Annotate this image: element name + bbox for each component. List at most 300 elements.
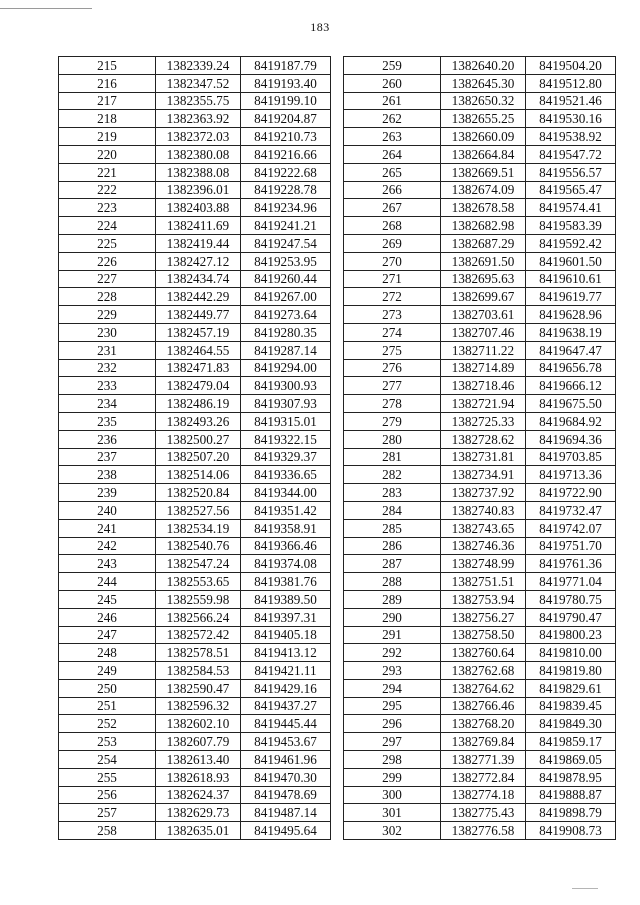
point-number-cell: 255 (59, 768, 156, 786)
x-coordinate-cell: 1382396.01 (156, 181, 241, 199)
point-number-cell: 228 (59, 288, 156, 306)
point-number-cell: 292 (344, 644, 441, 662)
x-coordinate-cell: 1382339.24 (156, 57, 241, 75)
point-number-cell: 244 (59, 573, 156, 591)
y-coordinate-cell: 8419307.93 (241, 395, 331, 413)
table-row (59, 323, 331, 341)
table-row (59, 466, 331, 484)
y-coordinate-cell: 8419790.47 (526, 608, 616, 626)
x-coordinate-cell: 1382419.44 (156, 234, 241, 252)
y-coordinate-cell: 8419247.54 (241, 234, 331, 252)
y-coordinate-cell: 8419216.66 (241, 145, 331, 163)
coordinate-table-left-body (59, 57, 331, 840)
table-row (344, 768, 616, 786)
table-row (344, 163, 616, 181)
x-coordinate-cell: 1382442.29 (156, 288, 241, 306)
table-row (344, 804, 616, 822)
y-coordinate-cell: 8419267.00 (241, 288, 331, 306)
x-coordinate-cell: 1382699.67 (441, 288, 526, 306)
table-row (344, 786, 616, 804)
x-coordinate-cell: 1382457.19 (156, 323, 241, 341)
y-coordinate-cell: 8419504.20 (526, 57, 616, 75)
x-coordinate-cell: 1382687.29 (441, 234, 526, 252)
table-row (344, 128, 616, 146)
point-number-cell: 243 (59, 555, 156, 573)
x-coordinate-cell: 1382471.83 (156, 359, 241, 377)
point-number-cell: 263 (344, 128, 441, 146)
table-row (344, 234, 616, 252)
y-coordinate-cell: 8419761.36 (526, 555, 616, 573)
y-coordinate-cell: 8419878.95 (526, 768, 616, 786)
y-coordinate-cell: 8419675.50 (526, 395, 616, 413)
table-row (344, 217, 616, 235)
table-row (59, 181, 331, 199)
table-row (344, 110, 616, 128)
x-coordinate-cell: 1382493.26 (156, 412, 241, 430)
point-number-cell: 242 (59, 537, 156, 555)
table-row (59, 57, 331, 75)
point-number-cell: 277 (344, 377, 441, 395)
y-coordinate-cell: 8419810.00 (526, 644, 616, 662)
table-row (59, 430, 331, 448)
table-row (344, 715, 616, 733)
point-number-cell: 286 (344, 537, 441, 555)
y-coordinate-cell: 8419329.37 (241, 448, 331, 466)
scan-edge-line (0, 8, 92, 9)
point-number-cell: 233 (59, 377, 156, 395)
point-number-cell: 220 (59, 145, 156, 163)
x-coordinate-cell: 1382737.92 (441, 484, 526, 502)
y-coordinate-cell: 8419437.27 (241, 697, 331, 715)
table-row (344, 448, 616, 466)
x-coordinate-cell: 1382764.62 (441, 679, 526, 697)
x-coordinate-cell: 1382714.89 (441, 359, 526, 377)
table-row (59, 662, 331, 680)
point-number-cell: 259 (344, 57, 441, 75)
y-coordinate-cell: 8419521.46 (526, 92, 616, 110)
point-number-cell: 291 (344, 626, 441, 644)
x-coordinate-cell: 1382774.18 (441, 786, 526, 804)
x-coordinate-cell: 1382682.98 (441, 217, 526, 235)
y-coordinate-cell: 8419800.23 (526, 626, 616, 644)
point-number-cell: 294 (344, 679, 441, 697)
x-coordinate-cell: 1382607.79 (156, 733, 241, 751)
x-coordinate-cell: 1382740.83 (441, 501, 526, 519)
point-number-cell: 221 (59, 163, 156, 181)
x-coordinate-cell: 1382751.51 (441, 573, 526, 591)
x-coordinate-cell: 1382566.24 (156, 608, 241, 626)
x-coordinate-cell: 1382695.63 (441, 270, 526, 288)
point-number-cell: 266 (344, 181, 441, 199)
y-coordinate-cell: 8419619.77 (526, 288, 616, 306)
point-number-cell: 267 (344, 199, 441, 217)
x-coordinate-cell: 1382479.04 (156, 377, 241, 395)
y-coordinate-cell: 8419210.73 (241, 128, 331, 146)
point-number-cell: 281 (344, 448, 441, 466)
x-coordinate-cell: 1382547.24 (156, 555, 241, 573)
y-coordinate-cell: 8419366.46 (241, 537, 331, 555)
point-number-cell: 284 (344, 501, 441, 519)
table-row (59, 501, 331, 519)
x-coordinate-cell: 1382734.91 (441, 466, 526, 484)
y-coordinate-cell: 8419461.96 (241, 751, 331, 769)
y-coordinate-cell: 8419421.11 (241, 662, 331, 680)
point-number-cell: 225 (59, 234, 156, 252)
point-number-cell: 224 (59, 217, 156, 235)
point-number-cell: 219 (59, 128, 156, 146)
table-row (344, 412, 616, 430)
table-row (344, 57, 616, 75)
table-row (59, 590, 331, 608)
x-coordinate-cell: 1382553.65 (156, 573, 241, 591)
y-coordinate-cell: 8419638.19 (526, 323, 616, 341)
table-row (344, 679, 616, 697)
table-row (59, 786, 331, 804)
table-row (59, 644, 331, 662)
table-row (59, 199, 331, 217)
table-row (59, 145, 331, 163)
point-number-cell: 280 (344, 430, 441, 448)
coordinate-table-left (58, 56, 331, 840)
table-row (59, 306, 331, 324)
table-row (344, 573, 616, 591)
x-coordinate-cell: 1382731.81 (441, 448, 526, 466)
x-coordinate-cell: 1382590.47 (156, 679, 241, 697)
table-row (344, 697, 616, 715)
y-coordinate-cell: 8419530.16 (526, 110, 616, 128)
point-number-cell: 258 (59, 822, 156, 840)
y-coordinate-cell: 8419610.61 (526, 270, 616, 288)
x-coordinate-cell: 1382534.19 (156, 519, 241, 537)
x-coordinate-cell: 1382618.93 (156, 768, 241, 786)
point-number-cell: 272 (344, 288, 441, 306)
x-coordinate-cell: 1382388.08 (156, 163, 241, 181)
table-row (344, 484, 616, 502)
table-row (344, 74, 616, 92)
x-coordinate-cell: 1382624.37 (156, 786, 241, 804)
point-number-cell: 295 (344, 697, 441, 715)
point-number-cell: 293 (344, 662, 441, 680)
x-coordinate-cell: 1382760.64 (441, 644, 526, 662)
table-row (59, 128, 331, 146)
point-number-cell: 288 (344, 573, 441, 591)
x-coordinate-cell: 1382559.98 (156, 590, 241, 608)
y-coordinate-cell: 8419859.17 (526, 733, 616, 751)
point-number-cell: 238 (59, 466, 156, 484)
table-row (344, 626, 616, 644)
point-number-cell: 264 (344, 145, 441, 163)
x-coordinate-cell: 1382707.46 (441, 323, 526, 341)
table-row (344, 590, 616, 608)
x-coordinate-cell: 1382578.51 (156, 644, 241, 662)
table-row (59, 608, 331, 626)
point-number-cell: 257 (59, 804, 156, 822)
table-row (59, 733, 331, 751)
y-coordinate-cell: 8419713.36 (526, 466, 616, 484)
y-coordinate-cell: 8419187.79 (241, 57, 331, 75)
y-coordinate-cell: 8419732.47 (526, 501, 616, 519)
table-row (344, 430, 616, 448)
y-coordinate-cell: 8419397.31 (241, 608, 331, 626)
y-coordinate-cell: 8419751.70 (526, 537, 616, 555)
table-row (59, 395, 331, 413)
y-coordinate-cell: 8419684.92 (526, 412, 616, 430)
point-number-cell: 234 (59, 395, 156, 413)
y-coordinate-cell: 8419780.75 (526, 590, 616, 608)
y-coordinate-cell: 8419819.80 (526, 662, 616, 680)
point-number-cell: 250 (59, 679, 156, 697)
table-row (344, 501, 616, 519)
y-coordinate-cell: 8419829.61 (526, 679, 616, 697)
point-number-cell: 252 (59, 715, 156, 733)
y-coordinate-cell: 8419628.96 (526, 306, 616, 324)
table-row (344, 662, 616, 680)
point-number-cell: 239 (59, 484, 156, 502)
point-number-cell: 241 (59, 519, 156, 537)
point-number-cell: 223 (59, 199, 156, 217)
table-row (344, 377, 616, 395)
x-coordinate-cell: 1382347.52 (156, 74, 241, 92)
table-row (344, 270, 616, 288)
table-row (344, 733, 616, 751)
x-coordinate-cell: 1382769.84 (441, 733, 526, 751)
y-coordinate-cell: 8419839.45 (526, 697, 616, 715)
table-row (59, 448, 331, 466)
x-coordinate-cell: 1382743.65 (441, 519, 526, 537)
point-number-cell: 256 (59, 786, 156, 804)
point-number-cell: 229 (59, 306, 156, 324)
point-number-cell: 261 (344, 92, 441, 110)
y-coordinate-cell: 8419199.10 (241, 92, 331, 110)
x-coordinate-cell: 1382655.25 (441, 110, 526, 128)
x-coordinate-cell: 1382766.46 (441, 697, 526, 715)
table-row (59, 484, 331, 502)
y-coordinate-cell: 8419241.21 (241, 217, 331, 235)
table-row (59, 288, 331, 306)
y-coordinate-cell: 8419358.91 (241, 519, 331, 537)
y-coordinate-cell: 8419374.08 (241, 555, 331, 573)
y-coordinate-cell: 8419869.05 (526, 751, 616, 769)
point-number-cell: 279 (344, 412, 441, 430)
x-coordinate-cell: 1382572.42 (156, 626, 241, 644)
point-number-cell: 274 (344, 323, 441, 341)
coordinate-table-right (343, 56, 616, 840)
x-coordinate-cell: 1382629.73 (156, 804, 241, 822)
x-coordinate-cell: 1382650.32 (441, 92, 526, 110)
x-coordinate-cell: 1382464.55 (156, 341, 241, 359)
point-number-cell: 235 (59, 412, 156, 430)
x-coordinate-cell: 1382758.50 (441, 626, 526, 644)
point-number-cell: 254 (59, 751, 156, 769)
table-row (59, 555, 331, 573)
x-coordinate-cell: 1382355.75 (156, 92, 241, 110)
x-coordinate-cell: 1382602.10 (156, 715, 241, 733)
y-coordinate-cell: 8419538.92 (526, 128, 616, 146)
point-number-cell: 232 (59, 359, 156, 377)
point-number-cell: 251 (59, 697, 156, 715)
x-coordinate-cell: 1382678.58 (441, 199, 526, 217)
point-number-cell: 268 (344, 217, 441, 235)
point-number-cell: 265 (344, 163, 441, 181)
y-coordinate-cell: 8419204.87 (241, 110, 331, 128)
y-coordinate-cell: 8419703.85 (526, 448, 616, 466)
y-coordinate-cell: 8419742.07 (526, 519, 616, 537)
x-coordinate-cell: 1382753.94 (441, 590, 526, 608)
table-row (59, 377, 331, 395)
y-coordinate-cell: 8419351.42 (241, 501, 331, 519)
y-coordinate-cell: 8419413.12 (241, 644, 331, 662)
point-number-cell: 290 (344, 608, 441, 626)
table-row (59, 252, 331, 270)
point-number-cell: 260 (344, 74, 441, 92)
x-coordinate-cell: 1382427.12 (156, 252, 241, 270)
point-number-cell: 247 (59, 626, 156, 644)
x-coordinate-cell: 1382520.84 (156, 484, 241, 502)
table-row (344, 466, 616, 484)
point-number-cell: 282 (344, 466, 441, 484)
point-number-cell: 262 (344, 110, 441, 128)
x-coordinate-cell: 1382403.88 (156, 199, 241, 217)
x-coordinate-cell: 1382500.27 (156, 430, 241, 448)
point-number-cell: 300 (344, 786, 441, 804)
y-coordinate-cell: 8419898.79 (526, 804, 616, 822)
x-coordinate-cell: 1382762.68 (441, 662, 526, 680)
x-coordinate-cell: 1382613.40 (156, 751, 241, 769)
table-row (59, 92, 331, 110)
y-coordinate-cell: 8419260.44 (241, 270, 331, 288)
table-row (59, 804, 331, 822)
table-row (344, 644, 616, 662)
y-coordinate-cell: 8419273.64 (241, 306, 331, 324)
point-number-cell: 302 (344, 822, 441, 840)
table-row (59, 822, 331, 840)
y-coordinate-cell: 8419849.30 (526, 715, 616, 733)
y-coordinate-cell: 8419336.65 (241, 466, 331, 484)
x-coordinate-cell: 1382748.99 (441, 555, 526, 573)
x-coordinate-cell: 1382756.27 (441, 608, 526, 626)
point-number-cell: 276 (344, 359, 441, 377)
footer-mark (572, 888, 598, 889)
x-coordinate-cell: 1382771.39 (441, 751, 526, 769)
y-coordinate-cell: 8419193.40 (241, 74, 331, 92)
x-coordinate-cell: 1382772.84 (441, 768, 526, 786)
y-coordinate-cell: 8419322.15 (241, 430, 331, 448)
page-number: 183 (310, 20, 330, 34)
x-coordinate-cell: 1382372.03 (156, 128, 241, 146)
table-row (59, 573, 331, 591)
point-number-cell: 226 (59, 252, 156, 270)
point-number-cell: 297 (344, 733, 441, 751)
point-number-cell: 215 (59, 57, 156, 75)
y-coordinate-cell: 8419287.14 (241, 341, 331, 359)
table-row (59, 341, 331, 359)
table-row (59, 270, 331, 288)
x-coordinate-cell: 1382721.94 (441, 395, 526, 413)
x-coordinate-cell: 1382669.51 (441, 163, 526, 181)
point-number-cell: 240 (59, 501, 156, 519)
y-coordinate-cell: 8419315.01 (241, 412, 331, 430)
y-coordinate-cell: 8419405.18 (241, 626, 331, 644)
point-number-cell: 246 (59, 608, 156, 626)
table-row (344, 395, 616, 413)
y-coordinate-cell: 8419487.14 (241, 804, 331, 822)
point-number-cell: 270 (344, 252, 441, 270)
table-row (59, 751, 331, 769)
y-coordinate-cell: 8419512.80 (526, 74, 616, 92)
table-row (344, 359, 616, 377)
table-row (344, 608, 616, 626)
x-coordinate-cell: 1382728.62 (441, 430, 526, 448)
table-row (344, 822, 616, 840)
table-row (59, 519, 331, 537)
y-coordinate-cell: 8419583.39 (526, 217, 616, 235)
x-coordinate-cell: 1382775.43 (441, 804, 526, 822)
point-number-cell: 253 (59, 733, 156, 751)
y-coordinate-cell: 8419722.90 (526, 484, 616, 502)
point-number-cell: 278 (344, 395, 441, 413)
y-coordinate-cell: 8419445.44 (241, 715, 331, 733)
y-coordinate-cell: 8419300.93 (241, 377, 331, 395)
table-row (59, 359, 331, 377)
table-row (344, 199, 616, 217)
table-row (344, 323, 616, 341)
x-coordinate-cell: 1382584.53 (156, 662, 241, 680)
table-row (59, 715, 331, 733)
table-row (59, 110, 331, 128)
point-number-cell: 216 (59, 74, 156, 92)
point-number-cell: 249 (59, 662, 156, 680)
table-row (59, 679, 331, 697)
y-coordinate-cell: 8419647.47 (526, 341, 616, 359)
table-row (59, 234, 331, 252)
x-coordinate-cell: 1382486.19 (156, 395, 241, 413)
point-number-cell: 298 (344, 751, 441, 769)
table-row (344, 306, 616, 324)
x-coordinate-cell: 1382380.08 (156, 145, 241, 163)
y-coordinate-cell: 8419888.87 (526, 786, 616, 804)
y-coordinate-cell: 8419495.64 (241, 822, 331, 840)
y-coordinate-cell: 8419253.95 (241, 252, 331, 270)
y-coordinate-cell: 8419666.12 (526, 377, 616, 395)
table-row (344, 519, 616, 537)
y-coordinate-cell: 8419771.04 (526, 573, 616, 591)
point-number-cell: 245 (59, 590, 156, 608)
y-coordinate-cell: 8419453.67 (241, 733, 331, 751)
x-coordinate-cell: 1382746.36 (441, 537, 526, 555)
table-row (59, 74, 331, 92)
point-number-cell: 287 (344, 555, 441, 573)
point-number-cell: 273 (344, 306, 441, 324)
point-number-cell: 275 (344, 341, 441, 359)
point-number-cell: 299 (344, 768, 441, 786)
y-coordinate-cell: 8419556.57 (526, 163, 616, 181)
y-coordinate-cell: 8419234.96 (241, 199, 331, 217)
point-number-cell: 237 (59, 448, 156, 466)
point-number-cell: 269 (344, 234, 441, 252)
point-number-cell: 301 (344, 804, 441, 822)
table-row (59, 537, 331, 555)
x-coordinate-cell: 1382711.22 (441, 341, 526, 359)
point-number-cell: 285 (344, 519, 441, 537)
x-coordinate-cell: 1382776.58 (441, 822, 526, 840)
x-coordinate-cell: 1382691.50 (441, 252, 526, 270)
y-coordinate-cell: 8419908.73 (526, 822, 616, 840)
point-number-cell: 296 (344, 715, 441, 733)
x-coordinate-cell: 1382674.09 (441, 181, 526, 199)
table-row (344, 341, 616, 359)
x-coordinate-cell: 1382703.61 (441, 306, 526, 324)
x-coordinate-cell: 1382725.33 (441, 412, 526, 430)
